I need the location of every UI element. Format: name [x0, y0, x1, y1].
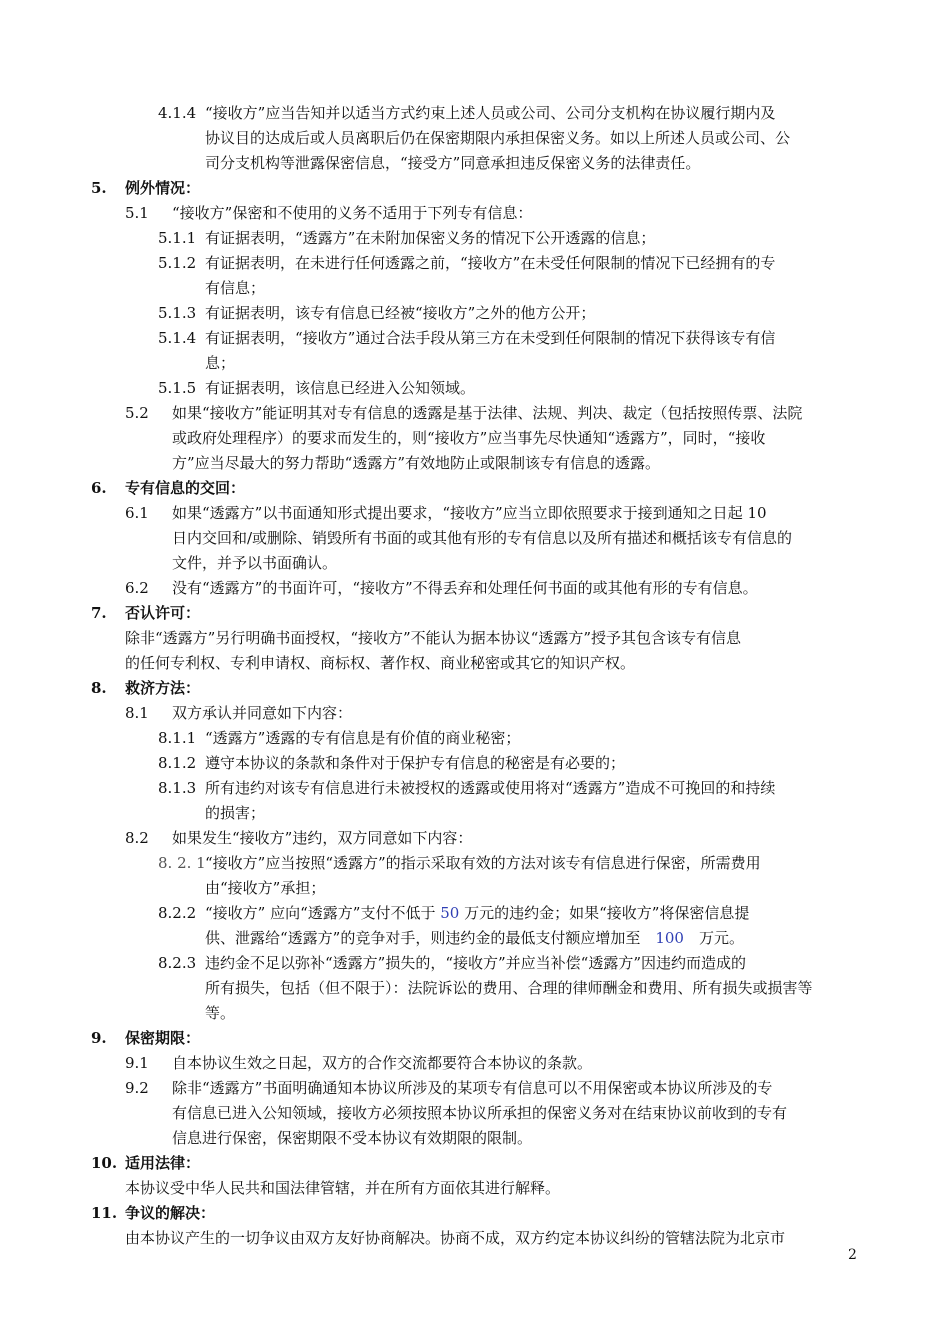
clause-number: 6.2: [125, 579, 149, 597]
section-heading: 专有信息的交回：: [125, 479, 246, 497]
section-number: 5.: [91, 179, 107, 197]
clause-text: 等。: [205, 1004, 236, 1022]
section-heading: 适用法律：: [125, 1154, 201, 1172]
clause-text: 如果发生“接收方”违约，双方同意如下内容：: [172, 829, 473, 847]
clause-number: 5.1.2: [158, 254, 197, 272]
clause-text: “接收方” 应向“透露方”支付不低于 50 万元的违约金；如果“接收方”将保密信息提: [205, 904, 750, 922]
section-number: 6.: [91, 479, 107, 497]
clause-text: 文件，并予以书面确认。: [172, 554, 338, 572]
clause-number: 5.1.3: [158, 304, 197, 322]
clause-number: 9.1: [125, 1054, 149, 1072]
clause-text: “接收方”保密和不使用的义务不适用于下列专有信息：: [172, 204, 533, 222]
amount-value: 50: [440, 904, 460, 922]
clause-text: 的损害；: [205, 804, 266, 822]
section-number: 8.: [91, 679, 107, 697]
paragraph-text: 除非“透露方”另行明确书面授权，“接收方”不能认为据本协议“透露方”授予其包含该专有信息: [125, 629, 742, 647]
section-heading: 救济方法：: [125, 679, 201, 697]
clause-text: 双方承认并同意如下内容：: [172, 704, 353, 722]
section-number: 11.: [91, 1204, 118, 1222]
clause-text: 遵守本协议的条款和条件对于保护专有信息的秘密是有必要的；: [205, 754, 626, 772]
clause-text: 有信息；: [205, 279, 266, 297]
clause-text: 协议目的达成后或人员离职后仍在保密期限内承担保密义务。如以上所述人员或公司、公: [205, 129, 791, 147]
clause-text: 或政府处理程序）的要求而发生的，则“接收方”应当事先尽快通知“透露方”，同时，“接收: [172, 429, 766, 447]
clause-number: 5.2: [125, 404, 149, 422]
clause-number: 8. 2. 1: [158, 854, 206, 872]
section-heading: 争议的解决：: [125, 1204, 216, 1222]
clause-text: “接收方”应当按照“透露方”的指示采取有效的方法对该专有信息进行保密，所需费用: [205, 854, 761, 872]
clause-number: 8.2.2: [158, 904, 197, 922]
clause-text: 供、泄露给“透露方”的竞争对手，则违约金的最低支付额应增加至 100 万元。: [205, 929, 744, 947]
section-number: 9.: [91, 1029, 107, 1047]
clause-text: 日内交回和/或删除、销毁所有书面的或其他有形的专有信息以及所有描述和概括该专有信息的: [172, 529, 793, 547]
clause-text: 有证据表明，“透露方”在未附加保密义务的情况下公开透露的信息；: [205, 229, 656, 247]
clause-text: 息；: [205, 354, 236, 372]
clause-text: 有证据表明，该信息已经进入公知领域。: [205, 379, 476, 397]
clause-text: 方”应当尽最大的努力帮助“透露方”有效地防止或限制该专有信息的透露。: [172, 454, 661, 472]
page-number: 2: [848, 1247, 857, 1263]
paragraph-text: 由本协议产生的一切争议由双方友好协商解决。协商不成，双方约定本协议纠纷的管辖法院为北京市: [125, 1229, 786, 1247]
clause-number: 4.1.4: [158, 104, 197, 122]
clause-text: 有证据表明，“接收方”通过合法手段从第三方在未受到任何限制的情况下获得该专有信: [205, 329, 776, 347]
clause-number: 6.1: [125, 504, 149, 522]
clause-text: 所有违约对该专有信息进行未被授权的透露或使用将对“透露方”造成不可挽回的和持续: [205, 779, 776, 797]
clause-text: 有信息已进入公知领域，接收方必须按照本协议所承担的保密义务对在结束协议前收到的专有: [172, 1104, 788, 1122]
clause-number: 8.1.3: [158, 779, 197, 797]
clause-text: 所有损失，包括（但不限于）：法院诉讼的费用、合理的律师酬金和费用、所有损失或损害等: [205, 979, 813, 997]
clause-text: 自本协议生效之日起，双方的合作交流都要符合本协议的条款。: [172, 1054, 593, 1072]
clause-text: 违约金不足以弥补“透露方”损失的，“接收方”并应当补偿“透露方”因违约而造成的: [205, 954, 747, 972]
paragraph-text: 的任何专利权、专利申请权、商标权、著作权、商业秘密或其它的知识产权。: [125, 654, 636, 672]
clause-number: 5.1: [125, 204, 149, 222]
section-heading: 保密期限：: [125, 1029, 201, 1047]
clause-text: 除非“透露方”书面明确通知本协议所涉及的某项专有信息可以不用保密或本协议所涉及的专: [172, 1079, 773, 1097]
clause-number: 8.1: [125, 704, 149, 722]
clause-text: 如果“接收方”能证明其对专有信息的透露是基于法律、法规、判决、裁定（包括按照传票、法院: [172, 404, 803, 422]
clause-number: 8.2: [125, 829, 149, 847]
section-heading: 否认许可：: [125, 604, 201, 622]
paragraph-text: 本协议受中华人民共和国法律管辖，并在所有方面依其进行解释。: [125, 1179, 561, 1197]
clause-text: 有证据表明，该专有信息已经被“接收方”之外的他方公开；: [205, 304, 596, 322]
clause-number: 8.1.2: [158, 754, 197, 772]
section-number: 7.: [91, 604, 107, 622]
clause-text: 由“接收方”承担；: [205, 879, 326, 897]
clause-number: 5.1.5: [158, 379, 197, 397]
clause-text: 没有“透露方”的书面许可，“接收方”不得丢弃和处理任何书面的或其他有形的专有信息。: [172, 579, 758, 597]
clause-number: 8.1.1: [158, 729, 197, 747]
clause-text: “接收方”应当告知并以适当方式约束上述人员或公司、公司分支机构在协议履行期内及: [205, 104, 776, 122]
clause-text: “透露方”透露的专有信息是有价值的商业秘密；: [205, 729, 521, 747]
section-heading: 例外情况：: [125, 179, 201, 197]
clause-text: 有证据表明，在未进行任何透露之前，“接收方”在未受任何限制的情况下已经拥有的专: [205, 254, 776, 272]
clause-number: 9.2: [125, 1079, 149, 1097]
clause-number: 8.2.3: [158, 954, 197, 972]
clause-number: 5.1.4: [158, 329, 197, 347]
section-number: 10.: [91, 1154, 118, 1172]
clause-text: 信息进行保密，保密期限不受本协议有效期限的限制。: [172, 1129, 533, 1147]
clause-text: 司分支机构等泄露保密信息，“接受方”同意承担违反保密义务的法律责任。: [205, 154, 701, 172]
amount-value: 100: [655, 929, 684, 947]
clause-text: 如果“透露方”以书面通知形式提出要求，“接收方”应当立即依照要求于接到通知之日起 10: [172, 504, 767, 522]
clause-number: 5.1.1: [158, 229, 197, 247]
